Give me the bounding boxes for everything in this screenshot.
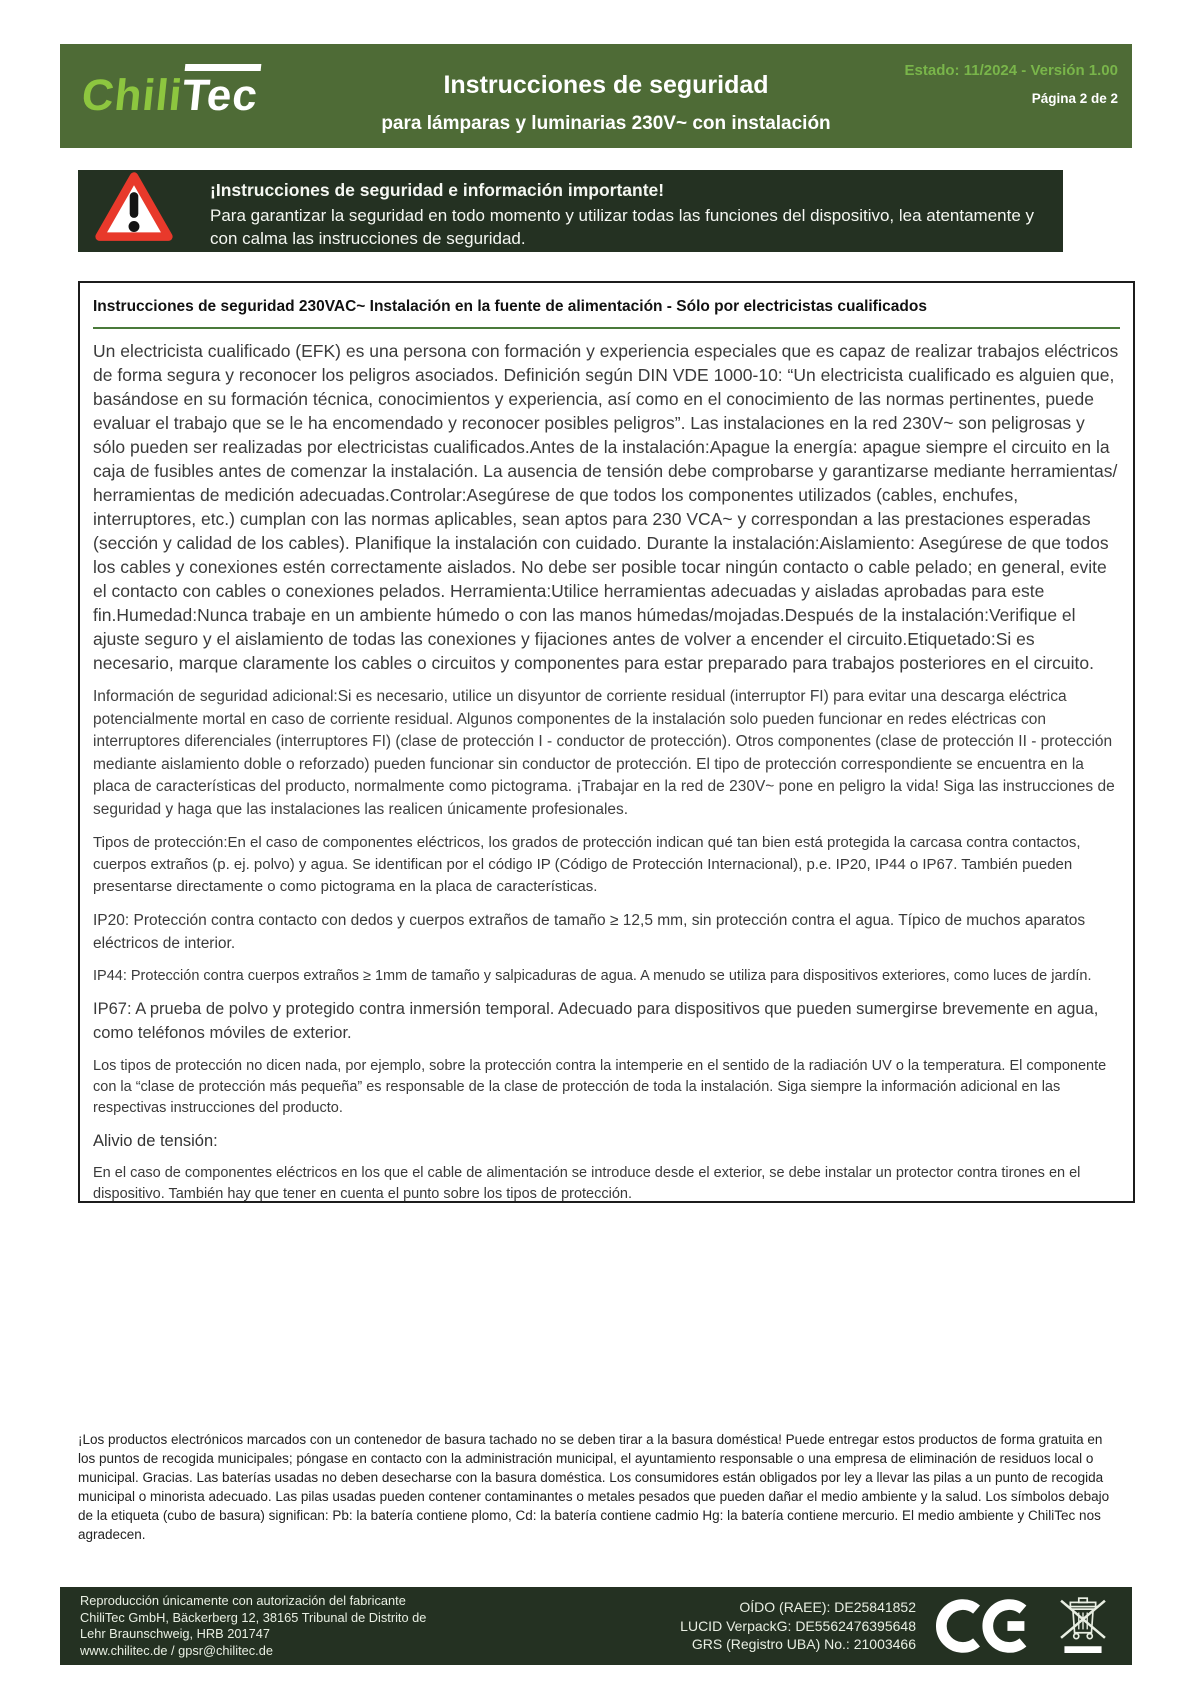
paragraph-ip67: IP67: A prueba de polvo y protegido contra inmersión temporal. Adecuado para dispositivos que pueden sumergirse brevemente en agua, como teléfonos móviles de exterior. (93, 1000, 1099, 1042)
company-info (80, 1593, 426, 1659)
document-header (60, 44, 1132, 148)
warning-title: ¡Instrucciones de seguridad e información importante! (210, 180, 665, 200)
footer-line-reproduction: Reproducción únicamente con autorización del fabricante (80, 1593, 406, 1608)
paragraph-protection-types: Tipos de protección:En el caso de componentes eléctricos, los grados de protección indican qué tan bien está protegida la carcasa contra contactos, cuerpos extraños (p. ej. polvo) y agua. Se identifican por el código IP (Código de Protección Internacional), p.e. IP20, IP44 o IP67. También pueden presentarse directamente o como pictograma en la placa de características. (93, 834, 1081, 895)
warning-triangle-icon (95, 161, 173, 253)
green-divider (93, 327, 1120, 329)
document-footer (60, 1587, 1132, 1665)
grs-number: GRS (Registro UBA) No.: 21003466 (691, 1636, 916, 1653)
weee-crossed-bin-icon (1056, 1595, 1110, 1657)
paragraph-ip20: IP20: Protección contra contacto con dedos y cuerpos extraños de tamaño ≥ 12,5 mm, sin protección contra el agua. Típico de muchos aparatos eléctricos de interior. (93, 912, 1086, 952)
warning-text-block (210, 178, 1049, 250)
paragraph-strain-relief-heading: Alivio de tensión: (93, 1132, 218, 1150)
logo-text-green: Chili (79, 71, 185, 120)
paragraph-protection-note: Los tipos de protección no dicen nada, por ejemplo, sobre la protección contra la intemperie en el sentido de la radiación UV o la temperatura. El componente con la “clase de protección más pequeña” es responsable de la clase de protección de toda la instalación. Siga siempre la información adicional en las respectivas instrucciones del producto. (93, 1058, 1107, 1116)
footer-line-company: ChiliTec GmbH, Bäckerberg 12, 38165 Tribunal de Distrito de (80, 1609, 427, 1625)
page-title: Instrucciones de seguridad (443, 71, 769, 99)
paragraph-qualified-electrician: Un electricista cualificado (EFK) es una persona con formación y experiencia especiales que es capaz de realizar trabajos eléctricos de forma segura y reconocer los peligros asociados. Definición según DIN VDE 1000-10: “Un electricista cualificado es alguien que, basándose en su formación técnica, conocimientos y experiencia, así como en el conocimiento de las normas pertinentes, puede evaluar el trabajo que se le ha encomendado y reconocer posibles peligros”. Las instalaciones en la red 230V~ son peligrosas y sólo pueden ser realizadas por electricistas cualificados.Antes de la instalación:Apague la energía: apague siempre el circuito en la caja de fusibles antes de comenzar la instalación. La ausencia de tensión debe comprobarse y garantizarse mediante herramientas/ herramientas de medición adecuadas.Controlar:Asegúrese de que todos los componentes utilizados (cables, enchufes, interruptores, etc.) cumplan con las normas aplicables, sean aptos para 230 VCA~ y correspondan a las prestaciones esperadas (sección y calidad de los cables). Planifique la instalación con cuidado. Durante la instalación:Aislamiento: Asegúrese de que todos los cables y conexiones estén correctamente aislados. No debe ser posible tocar ningún contacto o cable pelado; en general, evite el contacto con cables o conexiones pelados. Herramienta:Utilice herramientas adecuadas y aisladas aprobadas para este fin.Humedad:Nunca trabaje en un ambiente húmedo o con las manos húmedas/mojadas.Después de la instalación:Verifique el ajuste seguro y el aislamiento de todas las conexiones y fijaciones antes de volver a encender el circuito.Etiquetado:Si es necesario, marque claramente los cables o circuitos y componentes para estar preparado para trabajos posteriores en el circuito. (93, 341, 1119, 673)
footer-line-contact: www.chilitec.de / gpsr@chilitec.de (80, 1642, 273, 1658)
warning-body: Para garantizar la seguridad en todo momento y utilizar todas las funciones del dispositivo, lea atentamente y con calma las instrucciones de seguridad. (210, 206, 1035, 248)
paragraph-ip44: IP44: Protección contra cuerpos extraños ≥ 1mm de tamaño y salpicaduras de agua. A menudo se utiliza para dispositivos exteriores, como luces de jardín. (93, 968, 1092, 984)
logo-text-white: Tec (180, 64, 261, 120)
registration-numbers (680, 1598, 916, 1654)
lucid-number: LUCID VerpackG: DE5562476395648 (680, 1617, 916, 1634)
paragraph-additional-safety: Información de seguridad adicional:Si es necesario, utilice un disyuntor de corriente residual (interruptor FI) para evitar una descarga eléctrica potencialmente mortal en caso de corriente residual. Algunos componentes de la instalación solo pueden funcionar en redes eléctricas con interruptores diferenciales (interruptores FI) (clase de protección I - conductor de protección). Otros componentes (clase de protección II - protección mediante aislamiento doble o reforzado) pueden funcionar sin conductor de protección. El tipo de protección correspondiente se encuentra en la placa de características del producto, normalmente como pictograma. ¡Trabajar en la red de 230V~ pone en peligro la vida! Siga las instrucciones de seguridad y haga que las instalaciones las realicen únicamente profesionales. (93, 688, 1115, 818)
weee-number: OÍDO (RAEE): DE25841852 (739, 1599, 916, 1616)
safety-instructions-box (78, 281, 1135, 1203)
warning-banner (78, 170, 1063, 252)
paragraph-strain-relief: En el caso de componentes eléctricos en los que el cable de alimentación se introduce desde el exterior, se debe instalar un protector contra tirones en el dispositivo. También hay que tener en cuenta el punto sobre los tipos de protección. (93, 1165, 1081, 1202)
box-heading: Instrucciones de seguridad 230VAC~ Instalación en la fuente de alimentación - Sólo por electricistas cualificados (93, 298, 927, 315)
page-subtitle: para lámparas y luminarias 230V~ con instalación (381, 113, 831, 134)
disposal-note: ¡Los productos electrónicos marcados con un contenedor de basura tachado no se deben tirar a la basura doméstica! Puede entregar estos productos de forma gratuita en los puntos de recogida municipales; póngase en contacto con la administración municipal, el ayuntamiento responsable o una empresa de eliminación de residuos local o municipal. Gracias. Las baterías usadas no deben desecharse con la basura doméstica. Los consumidores están obligados por ley a llevar las pilas a un punto de recogida municipal o minorista adecuado. Las pilas usadas pueden contener contaminantes o metales pesados que pueden dañar el medio ambiente y la salud. Los símbolos debajo de la etiqueta (cubo de basura) significan: Pb: la batería contiene plomo, Cd: la batería contiene cadmio Hg: la batería contiene mercurio. El medio ambiente y ChiliTec nos agradecen. (78, 1432, 1110, 1542)
page-indicator: Página 2 de 2 (1031, 91, 1118, 106)
version-status: Estado: 11/2024 - Versión 1.00 (904, 62, 1118, 79)
chilitec-logo (57, 71, 312, 121)
header-meta (902, 44, 1132, 107)
header-title-block (310, 70, 902, 136)
footer-registrations (680, 1595, 1110, 1657)
ce-mark-icon (936, 1598, 1036, 1654)
footer-line-register: Lehr Braunschweig, HRB 201747 (80, 1626, 270, 1641)
